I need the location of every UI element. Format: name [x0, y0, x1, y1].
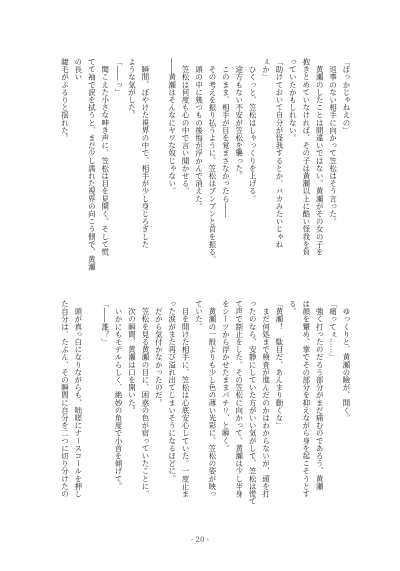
lower-text-block — [48, 300, 353, 530]
text-line: てて袖で涙を拭うと、まだ少し濡れた視界の向こう側で、黄瀬の長い — [73, 58, 97, 271]
text-line: 笠松は何度も心の中で言い聞かせる。 — [181, 58, 191, 195]
text-line — [152, 58, 165, 273]
text-line: このまま、相手が目を覚まさなかったら―― — [221, 58, 231, 218]
text-line: 頭の中に幾つもの後悔が浮かんで消えた。 — [194, 58, 204, 210]
text-line: その考えを振り払うように、笠松はブンブンと首を振る。 — [207, 58, 217, 264]
text-line: ような気がした。 — [127, 58, 137, 119]
text-line: ひくっと、笠松はしゃっくりを上げる。 — [248, 58, 258, 203]
text-line: 「――誰？」 — [100, 300, 110, 346]
text-line: 次の瞬間、黄瀬は口を開いた。 — [127, 300, 137, 414]
text-line: ったのなら、安静にしていた方がいい気がして、笠松は慌て — [248, 300, 258, 506]
text-line: て声で制止をした。その笠松に向かって、黄瀬は少し半身 — [234, 300, 244, 498]
text-line: だから気付かなかったのだ。 — [154, 300, 164, 407]
text-line: 強く打ったのだろう部分がまだ痛むのであろう、黄瀬 — [315, 300, 325, 490]
upper-text-block — [48, 58, 353, 273]
text-line: ていた。 — [194, 300, 204, 331]
text-line: いかにもモデルらしく、絶妙の角度で小首を傾げて。 — [114, 300, 124, 490]
text-line: っていたかもしれない。 — [288, 58, 298, 142]
text-line: 途方もない不安が笠松を襲った。 — [234, 58, 244, 180]
page-number: - 20 - — [190, 536, 210, 544]
text-line — [85, 300, 98, 530]
text-line: まだ何処まで検査が進んだのかはわからないが、頭を打 — [261, 300, 271, 498]
text-line: 「助けておいて自分が怪我するとか、バカみたいじゃね — [274, 58, 284, 248]
text-line: 抱きとめていなければ、その子は黄瀬以上に酷い怪我を負 — [301, 58, 311, 256]
text-line: 「黄瀬！ 駄目だ、あんまり動くな」 — [274, 300, 284, 430]
text-line: る。 — [288, 300, 298, 316]
text-line: 「ばっかじゃねえの」 — [342, 58, 351, 134]
text-line: は顔を顰め、掌でその部分を抑えながら身を起こそうとす — [301, 300, 311, 498]
text-line: ぇか」 — [261, 58, 271, 81]
text-line: た自分は、たぶん、その瞬間に自分を二つに切り分けたの — [60, 300, 70, 498]
text-line: 聞こえた小さな呻き声に、笠松は目を見開く。そして慌 — [100, 58, 110, 256]
text-line: 返事のない相手に向かって笠松はそう言った。 — [328, 58, 338, 226]
text-line: 黄瀬のしたことは間違いではない。黄瀬がその女の子を — [315, 58, 325, 256]
text-line: 目を開けた相手に、笠松は心底安心していた。一度止ま — [181, 300, 191, 498]
text-line: った涙がまた再び溢れ出てしまいそうになるほどに。 — [167, 300, 177, 483]
text-line: 「――っ」 — [114, 58, 124, 96]
text-line: ――黄瀬はそんなにヤワな奴じゃない。 — [167, 58, 177, 195]
text-line: 「痛ってぇ……」 — [328, 300, 338, 361]
text-line: をシーツから浮かせたままパチリ、と瞬く。 — [221, 300, 231, 452]
text-line: 黄瀬の一般よりも少し色の薄い光彩に、笠松の姿が映っ — [207, 300, 217, 498]
text-line: 頭が真っ白になりながらも、咄嗟にナースコールを押し — [73, 300, 83, 498]
text-line: 瞬間、ぼやけた視界の中で、相手が少し身じろぎした — [140, 58, 150, 248]
text-line: ゆっくりと、黄瀬の瞼が、開く。 — [342, 300, 351, 422]
text-line: 睫毛がふるりと揺れた。 — [60, 58, 70, 142]
text-line: 笠松を見る黄瀬の目に、困惑の色が宿っていたことに。 — [140, 300, 150, 498]
